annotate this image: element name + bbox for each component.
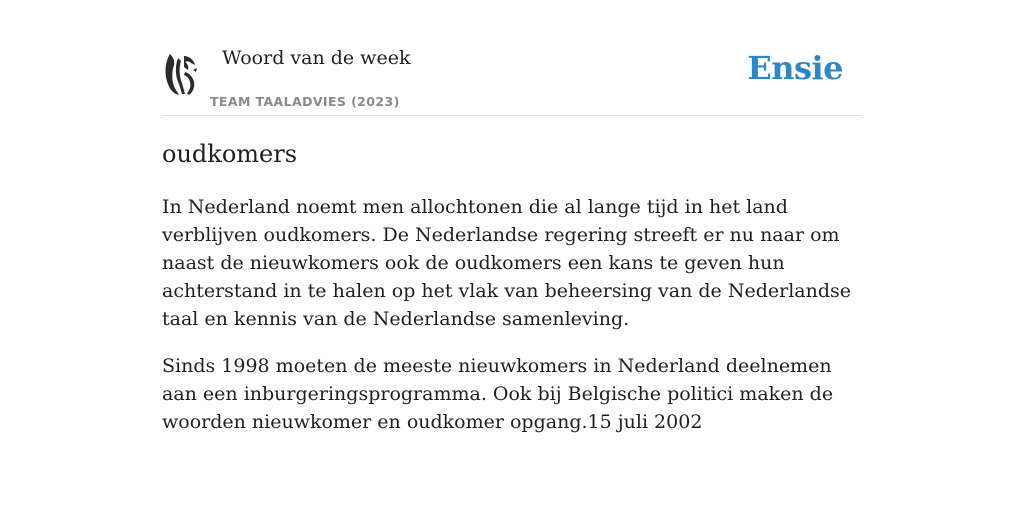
site-title[interactable]: Woord van de week	[222, 47, 411, 69]
author-byline: TEAM TAALADVIES (2023)	[210, 94, 400, 109]
headword-title: oudkomers	[162, 140, 298, 168]
article-header	[162, 44, 862, 116]
article-paragraph: In Nederland noemt men allochtonen die al lange tijd in het land verblijven oudkomers. De Nederlandse regering streeft er nu naar om naast de nieuwkomers ook de oudkomers een kans te geven hun achterstand in te halen op het vlak van beheersing van de Nederlandse taal en kennis van de Nederlandse samenleving.	[162, 196, 852, 330]
flemish-lion-logo-icon[interactable]	[162, 50, 198, 96]
page	[162, 0, 862, 436]
article-paragraph: Sinds 1998 moeten de meeste nieuwkomers in Nederland deelnemen aan een inburgeringsprogramma. Ook bij Belgische politici maken de woorden nieuwkomer en oudkomer opgang.15 juli 2002	[162, 355, 834, 433]
ensie-brand-link[interactable]: Ensie	[747, 49, 843, 87]
